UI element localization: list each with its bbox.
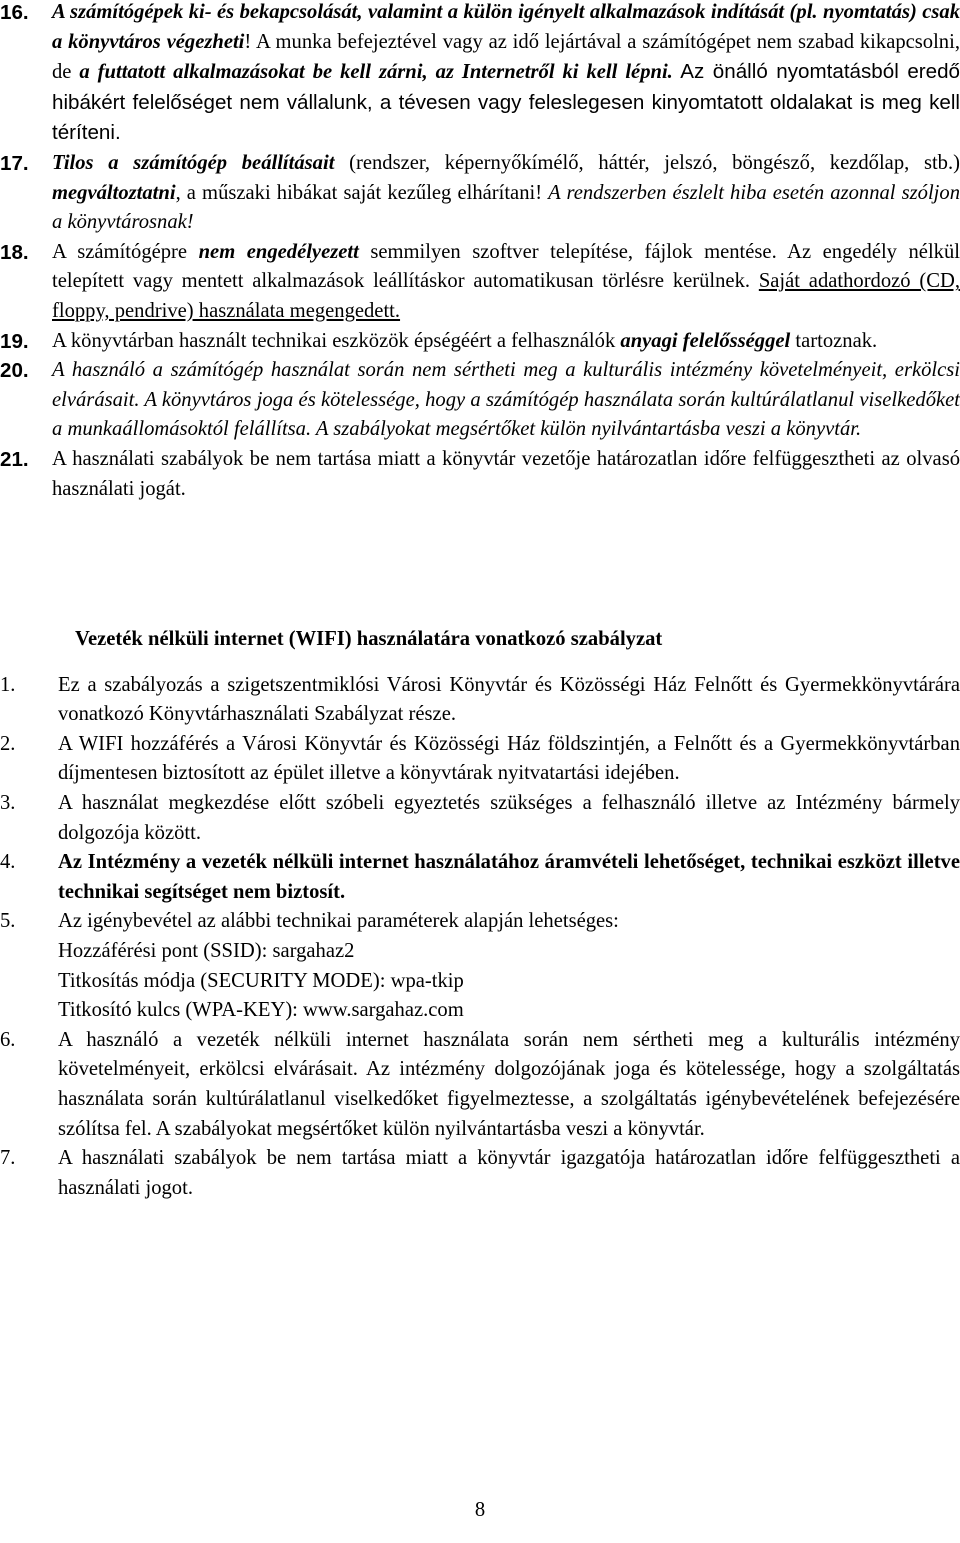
rule-text-segment: Az önálló nyomtatásból eredő hibákért felelőséget nem vállalunk, a tévesen vagy feleslegesen kinyomtatott oldalakat is meg kell téríteni.: [52, 60, 960, 145]
rule-text-segment: megváltoztatni: [52, 181, 176, 204]
wifi-rule-item: [0, 1144, 960, 1203]
page-number: 8: [474, 1499, 486, 1521]
wifi-rule-text-main: Az igénybevétel az alábbi technikai paraméterek alapján lehetséges:: [58, 910, 619, 933]
wifi-rule-text-main: A használó a vezeték nélküli internet használata során nem sértheti meg a kulturális intézmény követelményeit, erkölcsi elvárásait. Az intézmény dolgozójának joga és kötelessége, hogy a szolgáltatás használata során kultúrálatlanul viselkedőket figyelmeztesse, a szolgáltatás igénybevételének befejezésére szólítsa fel. A szabályokat megsértőket külön nyilvántartásba veszi a könyvtár.: [58, 1028, 960, 1140]
wifi-rule-item: [0, 1026, 960, 1144]
rule-text: [52, 327, 960, 357]
wifi-rule-text: [58, 907, 960, 1025]
wifi-rule-text: [58, 1026, 960, 1144]
wifi-param-line: Titkosító kulcs (WPA-KEY): www.sargahaz.com: [58, 999, 464, 1022]
rule-text-segment: Tilos a számítógép beállításait: [52, 151, 335, 174]
wifi-rule-text: [58, 789, 960, 848]
rule-number: 20.: [0, 359, 29, 383]
rule-number: 16.: [0, 1, 29, 24]
wifi-rule-number: 3.: [0, 792, 16, 815]
rule-item: [0, 445, 960, 504]
wifi-rule-text-main: A WIFI hozzáférés a Városi Könyvtár és Közösségi Ház földszintjén, a Felnőtt és a Gyermekkönyvtárban díjmentesen biztosított az épület illetve a könyvtárak nyitvatartási idejében.: [58, 732, 960, 785]
wifi-rules-list: [0, 671, 960, 1204]
rule-number: 17.: [0, 151, 29, 175]
rule-text-segment: nem engedélyezett: [198, 240, 359, 263]
wifi-rule-number: 6.: [0, 1028, 16, 1051]
wifi-rule-text: [58, 730, 960, 789]
rule-text-segment: a futtatott alkalmazásokat be kell zárni, az Internetről ki kell lépni.: [79, 61, 673, 84]
wifi-rule-item: [0, 848, 960, 907]
wifi-rule-text: [58, 671, 960, 730]
wifi-rule-item: [0, 907, 960, 1025]
rule-text-segment: A használó a számítógép használat során nem sértheti meg a kulturális intézmény követelményeit, erkölcsi elvárásait. A könyvtáros joga és kötelessége, hogy a számítógép használata során kultúrálatlanul viselkedőket a munkaállomásoktól felállítsa. A szabályokat megsértőket külön nyilvántartásba veszi a könyvtár.: [52, 359, 960, 441]
wifi-rule-text-main: Ez a szabályozás a szigetszentmiklósi Városi Könyvtár és Közösségi Ház Felnőtt és Gyermekkönyvtárára vonatkozó Könyvtárhasználati Szabályzat része.: [58, 673, 960, 726]
rule-text: [52, 356, 960, 445]
rule-text-segment: csak a könyvtáros végezheti: [52, 1, 960, 53]
rule-item: [0, 356, 960, 445]
rule-text-segment: A számítógépek ki- és bekapcsolását, valamint a külön igényelt alkalmazások indítását (pl. nyomtatás): [52, 1, 923, 23]
wifi-rule-text-main: A használat megkezdése előtt szóbeli egyeztetés szükséges a felhasználó illetve az Intézmény bármely dolgozója között.: [58, 792, 960, 844]
rule-item: [0, 149, 960, 238]
wifi-param-line: Titkosítás módja (SECURITY MODE): wpa-tkip: [58, 969, 464, 992]
wifi-param-line: Hozzáférési pont (SSID): sargahaz2: [58, 940, 355, 963]
wifi-rule-text-main: A használati szabályok be nem tartása miatt a könyvtár igazgatója határozatlan időre felfüggesztheti a használati jogot.: [58, 1147, 960, 1199]
rule-number: 21.: [0, 447, 29, 471]
rule-text-segment: ! A munka befejeztével vagy az idő lejártával a számítógépet nem szabad kikapcsolni, de: [52, 30, 960, 84]
rule-item: [0, 238, 960, 327]
wifi-rule-text: [58, 1144, 960, 1203]
wifi-rule-number: 2.: [0, 732, 16, 755]
rule-text-segment: semmilyen szoftver telepítése, fájlok mentése. Az engedély nélkül telepített vagy mentett alkalmazások leállításkor automatikusan törlésre kerülnek.: [52, 240, 960, 293]
rule-text: [52, 445, 960, 504]
rule-text-segment: A számítógépre: [52, 240, 199, 263]
rule-text-segment: Saját adathordozó (CD, floppy, pendrive) használata megengedett.: [52, 270, 960, 322]
wifi-rule-item: [0, 671, 960, 730]
wifi-heading: Vezeték nélküli internet (WIFI) használatára vonatkozó szabályzat: [75, 628, 663, 651]
rule-text-segment: A rendszerben észlelt hiba esetén azonnal szóljon a könyvtárosnak!: [52, 181, 960, 234]
rule-number: 18.: [0, 240, 29, 264]
wifi-rule-number: 1.: [0, 673, 16, 696]
wifi-rule-text-main: Az Intézmény a vezeték nélküli internet használatához áramvételi lehetőséget, technikai eszközt illetve technikai segítséget nem biztosít.: [58, 851, 960, 903]
rule-text: [52, 149, 960, 238]
rule-text-segment: A könyvtárban használt technikai eszközök épségéért a felhasználók: [52, 329, 621, 352]
wifi-rule-number: 5.: [0, 910, 16, 933]
rule-text-segment: tartoznak.: [790, 329, 878, 352]
rule-text-segment: A használati szabályok be nem tartása miatt a könyvtár vezetője határozatlan időre felfüggesztheti az olvasó használati jogát.: [52, 447, 960, 500]
rule-text-segment: (rendszer, képernyőkímélő, háttér, jelszó, böngésző, kezdőlap, stb.): [334, 151, 960, 174]
rules-list: [0, 0, 960, 504]
rule-item: [0, 0, 960, 149]
wifi-rule-number: 4.: [0, 851, 16, 874]
wifi-rule-item: [0, 789, 960, 848]
rule-number: 19.: [0, 329, 29, 353]
wifi-rule-text: [58, 848, 960, 907]
wifi-rule-number: 7.: [0, 1147, 16, 1170]
rule-text-segment: , a műszaki hibákat saját kezűleg elhárítani!: [175, 181, 549, 204]
rule-text: [52, 0, 960, 149]
rule-text-segment: anyagi felelősséggel: [620, 329, 791, 352]
rule-item: [0, 327, 960, 357]
wifi-rule-item: [0, 730, 960, 789]
rule-text: [52, 238, 960, 327]
